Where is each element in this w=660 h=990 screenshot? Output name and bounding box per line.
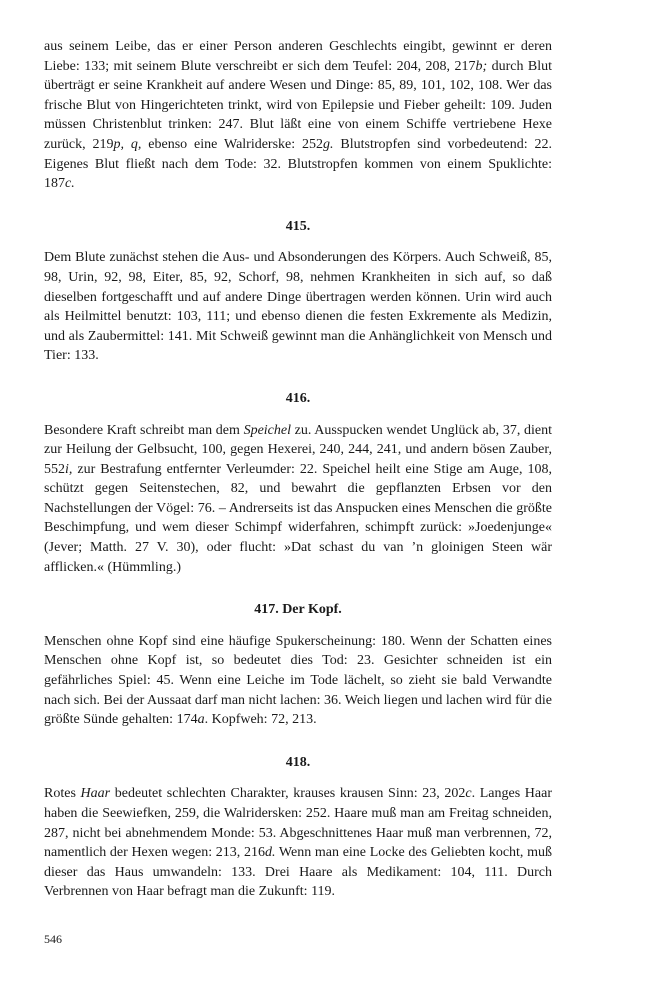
text-run: Besondere Kraft schreibt man dem (44, 422, 244, 438)
text-run: bedeutet schlechten Charakter, krauses krausen Sinn: 23, 202 (110, 786, 466, 802)
text-run: zur Bestrafung entfernter Verleumder: 22. Speichel heilt eine Stige am Auge, 108, schützt gegen Seitenstechen, 82, und bewahrt die gepflanzten Erbsen vor den Nachstellungen der Vögel: 76. – Andrerseits ist das Anspucken eines Menschen die größte Beschimpfung, und wem dieser Schimpf widerfahren, schimpft zurück: »Joedenjunge« (Jever; Matth. 27 V. 30), oder flucht: »Dat schast du van ’n gloinigen Steen wär afflicken.« (Hümmling.) (44, 461, 552, 575)
page-body (44, 37, 552, 902)
italic-run: c. (65, 176, 75, 192)
section-heading-415: 415. (285, 218, 311, 234)
paragraph-418 (44, 784, 552, 902)
italic-run: g. (323, 136, 334, 152)
text-run: ebenso eine Walriderske: 252 (141, 136, 324, 152)
text-run: Wenn man eine Locke des Geliebten kocht, muß dieser das Haus umwandeln: 133. Drei Haare als Medikament: 104, 111. Durch Verbrennen von Haar befragt man die Zukunft: 119. (44, 845, 553, 900)
italic-run: p, q, (113, 136, 142, 152)
paragraph-416 (44, 421, 552, 578)
text-run: durch Blut überträgt er seine Krankheit auf andere Wesen und Dinge: 85, 89, 101, 102, 108. Wer das frische Blut von Hingerichteten trinkt, wird von Epilepsie und Fieber geheilt: 109. Juden müssen Christenblut trinken: 247. Blut läßt eine von einem Schiffe vertriebene Hexe zurück, 219 (44, 58, 553, 152)
section-heading-418: 418. (285, 754, 311, 770)
section-heading-416: 416. (285, 390, 311, 406)
paragraph-417 (44, 632, 552, 730)
text-run: aus seinem Leibe, das er einer Person anderen Geschlechts eingibt, gewinnt er deren Liebe: 133; mit seinem Blute verschreibt er sich dem Teufel: 204, 208, 217 (44, 39, 552, 74)
italic-run: c (465, 786, 472, 802)
text-run: Rotes (44, 786, 81, 802)
text-run: Menschen ohne Kopf sind eine häufige Spukerscheinung: 180. Wenn der Schatten eines Menschen ohne Kopf ist, so bedeutet dies Tod: 23. Gesichter schneiden ist ein gefährliches Spiel: 45. Wenn eine Leiche im Tode lächelt, so zieht sie bald Verwandte nach sich. Bei der Aussaat darf man nicht lachen: 36. Weich liegen und lachen wird für die größte Sünde gehalten: 174 (44, 633, 552, 728)
text-run: Blutstropfen sind vorbedeutend: 22. Eigenes Blut fließt nach dem Tode: 32. Blutstropfen kommen von einem Spuklichte: 187 (44, 136, 553, 192)
italic-run: Speichel (243, 422, 291, 438)
italic-run: Haar (80, 786, 111, 802)
text-run: Dem Blute zunächst stehen die Aus- und Absonderungen des Körpers. Auch Schweiß, 85, 98, Urin, 92, 98, Eiter, 85, 92, Schorf, 98, nehmen Krankheiten in sich auf, so daß dieselben fortgeschafft und auf andere Dinge übertragen werden können. Urin wird auch als Heilmittel benutzt: 103, 111; und ebenso dienen die festen Exkremente als Medizin, und als Zaubermittel: 141. Mit Schweiß gewinnt man die Anhänglichkeit von Mensch und Tier: 133. (44, 250, 552, 364)
paragraph-blood-continued (44, 37, 552, 194)
italic-run: a (197, 712, 205, 728)
italic-run: d. (264, 845, 276, 861)
text-run: . Kopfweh: 72, 213. (204, 712, 317, 728)
section-heading-417: 417. Der Kopf. (254, 602, 342, 618)
italic-run: i, (65, 461, 73, 477)
italic-run: b; (475, 58, 488, 74)
page-number: 546 (44, 932, 62, 946)
text-run: . Langes Haar haben die Seewiefken, 259, die Walridersken: 252. Haare muß man am Freitag schneiden, 287, nicht bei abnehmendem Monde: 53. Abgeschnittenes Haar muß man verbrennen, 72, namentlich der Hexen wegen: 213, 216 (44, 786, 553, 861)
paragraph-415 (44, 248, 552, 366)
text-run: zu. Ausspucken wendet Unglück ab, 37, dient zur Heilung der Gelbsucht, 100, gegen Hexerei, 240, 244, 241, und andern bösen Zauber, 552 (44, 422, 553, 477)
